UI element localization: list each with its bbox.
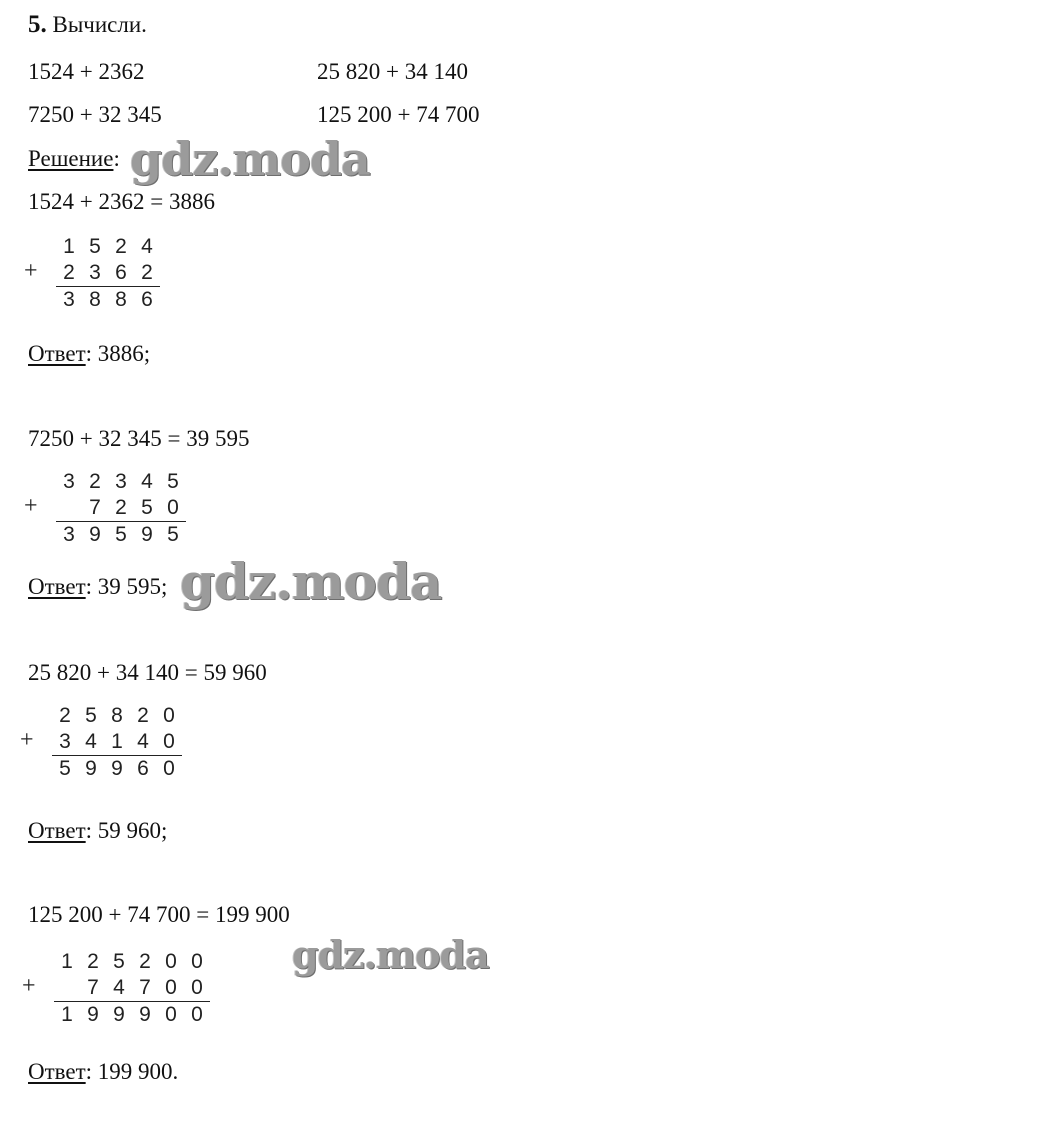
column-bottom-row [56,495,186,522]
digit: 1 [63,235,75,258]
digit: 2 [137,704,149,727]
solution-label-line [28,145,120,173]
digit: 0 [165,1003,177,1026]
digit: 9 [85,757,97,780]
column-addition-3 [20,703,182,782]
digit: 0 [165,976,177,999]
digit: 5 [115,523,127,546]
digit: 4 [141,470,153,493]
digit: 8 [111,704,123,727]
digit: 3 [59,730,71,753]
digit: 8 [89,288,101,311]
plus-sign: + [24,258,38,284]
digit: 4 [137,730,149,753]
column-addition-2 [24,469,186,548]
equation-4: 125 200 + 74 700 = 199 900 [28,902,290,927]
digit: 3 [63,288,75,311]
digit: 6 [115,261,127,284]
digit: 3 [89,261,101,284]
digit: 9 [141,523,153,546]
digit: 4 [113,976,125,999]
watermark-logo: gdz.moda [180,552,442,611]
solution-colon: : [113,146,120,171]
task-title: Вычисли. [52,12,147,37]
equation-2: 7250 + 32 345 = 39 595 [28,426,250,451]
digit: 2 [89,470,101,493]
column-addition-4 [22,949,210,1028]
digit: 7 [139,976,151,999]
digit: 6 [141,288,153,311]
column-top-row [54,949,210,975]
answer-label: Ответ [28,341,86,366]
task-number: 5. [28,11,47,38]
column-result-row [56,287,160,313]
column-top-row [52,703,182,729]
equation-3: 25 820 + 34 140 = 59 960 [28,660,267,685]
digit: 8 [115,288,127,311]
digit: 2 [115,235,127,258]
problem-1: 1524 + 2362 [28,59,145,84]
answer-value: : 59 960; [85,818,168,843]
answer-label: Ответ [28,818,86,843]
digit: 7 [87,976,99,999]
answer-1 [28,340,150,368]
column-bottom-row [54,975,210,1002]
digit: 5 [89,235,101,258]
problem-3: 7250 + 32 345 [28,102,162,127]
digit: 6 [137,757,149,780]
digit: 2 [87,950,99,973]
digit: 0 [191,976,203,999]
column-result-row [52,756,182,782]
digit: 1 [111,730,123,753]
digit: 5 [59,757,71,780]
digit: 5 [113,950,125,973]
digit: 1 [61,1003,73,1026]
digit: 2 [141,261,153,284]
plus-sign: + [20,727,34,753]
digit: 2 [115,496,127,519]
equation-1: 1524 + 2362 = 3886 [28,189,215,214]
digit: 2 [63,261,75,284]
digit: 4 [141,235,153,258]
digit: 2 [59,704,71,727]
digit: 3 [63,523,75,546]
digit: 7 [89,496,101,519]
column-result-row [54,1002,210,1028]
digit: 0 [165,950,177,973]
digit: 5 [141,496,153,519]
answer-value: : 199 900. [85,1059,179,1084]
digit: 9 [87,1003,99,1026]
digit: 0 [163,757,175,780]
solution-label: Решение [28,146,114,171]
column-result-row [56,522,186,548]
plus-sign: + [24,493,38,519]
digit: 0 [191,1003,203,1026]
digit: 4 [85,730,97,753]
digit: 3 [115,470,127,493]
digit: 0 [163,704,175,727]
column-addition-1 [24,234,160,313]
digit: 5 [167,470,179,493]
answer-label: Ответ [28,1059,86,1084]
digit: 0 [167,496,179,519]
answer-2 [28,573,167,601]
watermark-logo: gdz.moda [292,932,489,977]
digit: 0 [191,950,203,973]
answer-4 [28,1058,178,1086]
digit: 9 [111,757,123,780]
answer-value: : 3886; [85,341,151,366]
column-top-row [56,234,160,260]
answer-value: : 39 595; [85,574,168,599]
digit: 0 [163,730,175,753]
task-heading [28,11,147,39]
digit: 9 [113,1003,125,1026]
digit: 9 [139,1003,151,1026]
problem-2: 25 820 + 34 140 [317,59,468,84]
column-bottom-row [52,729,182,756]
watermark-logo: gdz.moda [130,132,370,186]
problem-4: 125 200 + 74 700 [317,102,480,127]
digit: 9 [89,523,101,546]
digit: 5 [167,523,179,546]
digit: 5 [85,704,97,727]
column-top-row [56,469,186,495]
answer-label: Ответ [28,574,86,599]
plus-sign: + [22,973,36,999]
answer-3 [28,817,167,845]
digit: 3 [63,470,75,493]
digit: 2 [139,950,151,973]
column-bottom-row [56,260,160,287]
digit: 1 [61,950,73,973]
